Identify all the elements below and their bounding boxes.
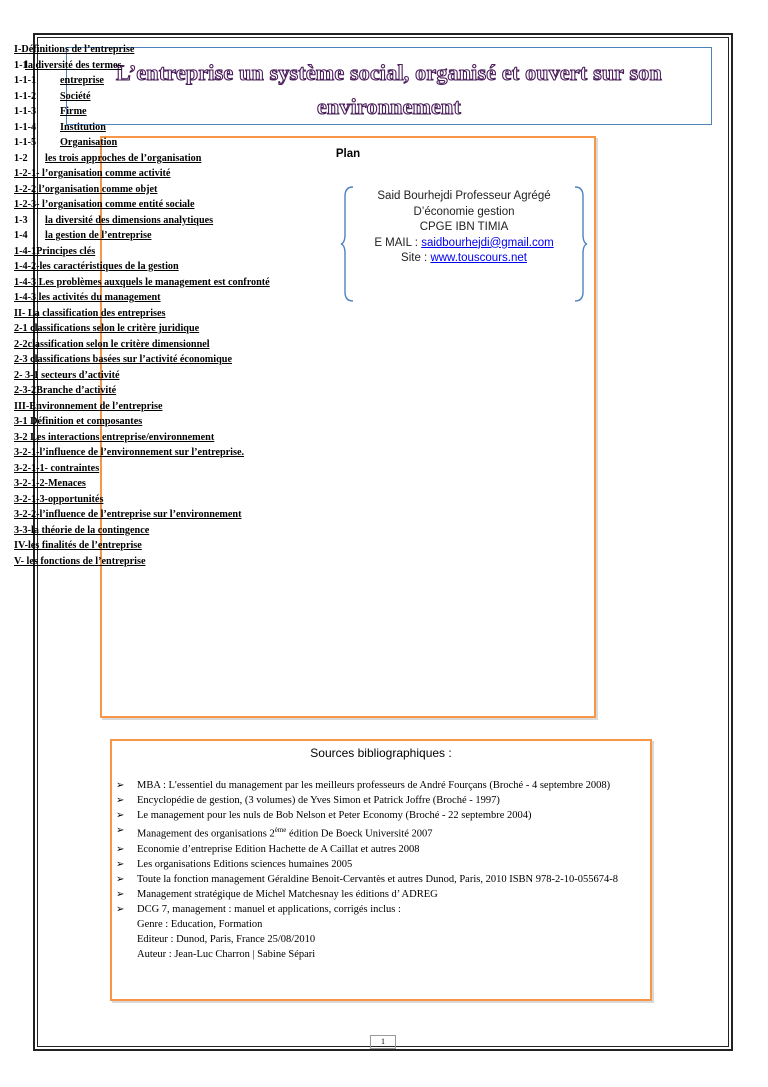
plan-item-text: la diversité des dimensions analytiques — [45, 214, 214, 226]
title-line-2: environnement — [317, 94, 461, 119]
plan-item — [14, 554, 270, 570]
plan-item — [14, 166, 270, 182]
plan-item-text: 3-2-1-2-Menaces — [14, 478, 86, 489]
arrow-bullet-icon: ➢ — [116, 810, 125, 821]
plan-item — [14, 151, 270, 167]
plan-item-text: V- les fonctions de l’entreprise — [14, 555, 146, 567]
plan-item — [14, 461, 270, 477]
plan-heading: Plan — [335, 148, 361, 160]
plan-item-text: la gestion de l’entreprise — [45, 230, 152, 241]
plan-item-text: 2-1 classifications selon le critère juridique — [14, 323, 200, 334]
plan-item — [14, 244, 270, 260]
plan-item-text: 2-3 classifications basées sur l’activité économique — [14, 354, 232, 365]
plan-item-text: 3-2-1-3-opportunités — [14, 493, 104, 505]
source-detail-line: Auteur : Jean-Luc Charron | Sabine Sépari — [137, 948, 316, 960]
source-detail-line: Genre : Education, Formation — [137, 918, 263, 930]
plan-item-text: 1-4-1Principes clés — [14, 245, 96, 257]
plan-item — [14, 492, 270, 508]
source-text: MBA : L'essentiel du management par les meilleurs professeurs de André Fourçans (Broché - 4 septembre 2008) — [137, 780, 611, 791]
plan-item — [14, 507, 270, 523]
plan-item — [14, 476, 270, 492]
source-text: Toute la fonction management Géraldine Benoit-Cervantès et autres Dunod, Paris, 2010 ISBN 978-2-10-055674-8 — [137, 873, 618, 885]
right-brace-icon — [574, 186, 588, 302]
plan-item-text: I-Définitions de l’entreprise — [14, 44, 135, 55]
plan-item — [14, 197, 270, 213]
plan-item-number: 1-1-2 — [14, 90, 37, 102]
plan-item — [14, 414, 270, 430]
plan-item-text: 2- 3-1 secteurs d’activité — [14, 369, 120, 381]
source-item — [116, 887, 656, 902]
source-item — [116, 808, 656, 823]
plan-item-number: 1-4 — [14, 230, 28, 241]
arrow-bullet-icon: ➢ — [116, 888, 125, 900]
arrow-bullet-icon: ➢ — [116, 843, 125, 855]
sources-list — [116, 778, 656, 962]
plan-item — [14, 321, 270, 337]
plan-item — [14, 104, 270, 120]
plan-item-text: Société — [60, 90, 91, 102]
plan-item-text: IV-les finalités de l’entreprise — [14, 540, 142, 551]
plan-item-text: 3-2-2-l’influence de l’entreprise sur l’environnement — [14, 509, 242, 520]
plan-item-text: 3-1 Définition et composantes — [14, 416, 143, 427]
source-text: Encyclopédie de gestion, (3 volumes) de Yves Simon et Patrick Joffre (Broché - 1997) — [137, 795, 500, 806]
plan-item-text: Institution — [60, 121, 106, 133]
plan-item — [14, 352, 270, 368]
arrow-bullet-icon: ➢ — [116, 873, 125, 885]
plan-item — [14, 73, 270, 89]
source-text: Management stratégique de Michel Matchesnay les éditions d’ ADREG — [137, 888, 438, 900]
source-text: édition De Boeck Université 2007 — [286, 828, 433, 840]
plan-item-text: II- La classification des entreprises — [14, 307, 166, 319]
plan-item-number: 1-1-3 — [14, 106, 37, 117]
plan-item-text: 1-2-1- l’organisation comme activité — [14, 168, 171, 179]
author-name: Said Bourhejdi Professeur Agrégé — [377, 190, 551, 202]
source-text: DCG 7, management : manuel et applications, corrigés inclus : — [137, 903, 401, 915]
arrow-bullet-icon: ➢ — [116, 903, 125, 915]
plan-item — [14, 383, 270, 399]
plan-item-number: 1-1-1 — [14, 75, 37, 86]
plan-item — [14, 306, 270, 322]
plan-item-text: 3-3-la théorie de la contingence — [14, 524, 150, 536]
plan-item-text: 1-2-2 l’organisation comme objet — [14, 183, 158, 195]
plan-item-number: 1-1-5 — [14, 137, 37, 148]
plan-item-text: 1-4-3 Les problèmes auxquels le management est confronté — [14, 276, 270, 288]
title-line-1: L’entreprise un système social, organisé et ouvert sur son — [116, 60, 662, 85]
plan-item-number: 1-1-4 — [14, 121, 37, 133]
plan-item-text: 1-2-3- l’organisation comme entité sociale — [14, 199, 195, 210]
source-item — [116, 793, 656, 808]
plan-item-number: 1-2 — [14, 152, 28, 164]
plan-item — [14, 89, 270, 105]
plan-item — [14, 538, 270, 554]
page-number: 1 — [370, 1035, 396, 1049]
source-item — [116, 842, 656, 857]
plan-item — [14, 182, 270, 198]
plan-item — [14, 445, 270, 461]
plan-item — [14, 290, 270, 306]
plan-item-text: 1-4-3 les activités du management — [14, 292, 161, 303]
plan-item — [14, 430, 270, 446]
plan-item-text: 1-4-2-les caractéristiques de la gestion — [14, 261, 179, 272]
plan-item-text: III-Environnement de l’entreprise — [14, 400, 163, 412]
source-text: Management des organisations 2 — [137, 828, 275, 840]
author-block — [340, 186, 588, 302]
email-link[interactable]: saidbourhejdi@gmail.com — [421, 236, 554, 249]
plan-item — [14, 399, 270, 415]
author-site-line: Site : www.touscours.net — [401, 252, 527, 264]
plan-item-text: les trois approches de l’organisation — [45, 152, 202, 164]
plan-item-text: Organisation — [60, 137, 118, 148]
author-text — [354, 189, 574, 267]
source-superscript: ème — [274, 826, 287, 834]
plan-list — [14, 42, 270, 569]
plan-item-text: 3-2 Les interactions entreprise/environnement — [14, 431, 215, 443]
plan-item — [14, 58, 270, 74]
plan-item-text: 3-2-1-1- contraintes — [14, 462, 100, 474]
plan-item-text: 2-3-2Branche d’activité — [14, 385, 117, 396]
plan-item — [14, 135, 270, 151]
plan-item — [14, 228, 270, 244]
source-item — [116, 823, 656, 842]
plan-item — [14, 337, 270, 353]
sources-heading: Sources bibliographiques : — [310, 746, 452, 760]
source-text: Economie d’entreprise Edition Hachette de A Caillat et autres 2008 — [137, 843, 420, 855]
plan-item-text: la diversité des termes — [25, 59, 122, 71]
source-item — [116, 778, 656, 793]
source-text: Les organisations Editions sciences humaines 2005 — [137, 858, 353, 870]
arrow-bullet-icon: ➢ — [116, 780, 125, 791]
author-discipline: D’économie gestion — [413, 205, 515, 218]
plan-item-text: entreprise — [60, 75, 104, 86]
arrow-bullet-icon: ➢ — [116, 858, 125, 870]
site-link[interactable]: www.touscours.net — [430, 252, 527, 264]
plan-item-text: Firme — [60, 106, 87, 117]
plan-item — [14, 42, 270, 58]
source-item — [116, 857, 656, 872]
plan-item-text: 2-2classification selon le critère dimensionnel — [14, 338, 210, 350]
source-detail-line: Editeur : Dunod, Paris, France 25/08/2010 — [137, 933, 316, 945]
plan-item — [14, 523, 270, 539]
arrow-bullet-icon: ➢ — [116, 825, 125, 836]
author-school: CPGE IBN TIMIA — [419, 221, 509, 233]
plan-item-number: 1-3 — [14, 214, 28, 226]
plan-item — [14, 120, 270, 136]
plan-item — [14, 213, 270, 229]
left-brace-icon — [340, 186, 354, 302]
plan-item — [14, 259, 270, 275]
source-item — [116, 872, 656, 887]
plan-item — [14, 275, 270, 291]
arrow-bullet-icon: ➢ — [116, 795, 125, 806]
plan-item-number: 1-1 — [14, 59, 28, 71]
plan-item-text: 3-2-1-l’influence de l’environnement sur l’entreprise. — [14, 447, 245, 458]
source-text: Le management pour les nuls de Bob Nelson et Peter Economy (Broché - 22 septembre 2004) — [137, 810, 532, 821]
author-email-line: E MAIL : saidbourhejdi@gmail.com — [374, 236, 554, 249]
plan-item — [14, 368, 270, 384]
source-item — [116, 902, 656, 962]
